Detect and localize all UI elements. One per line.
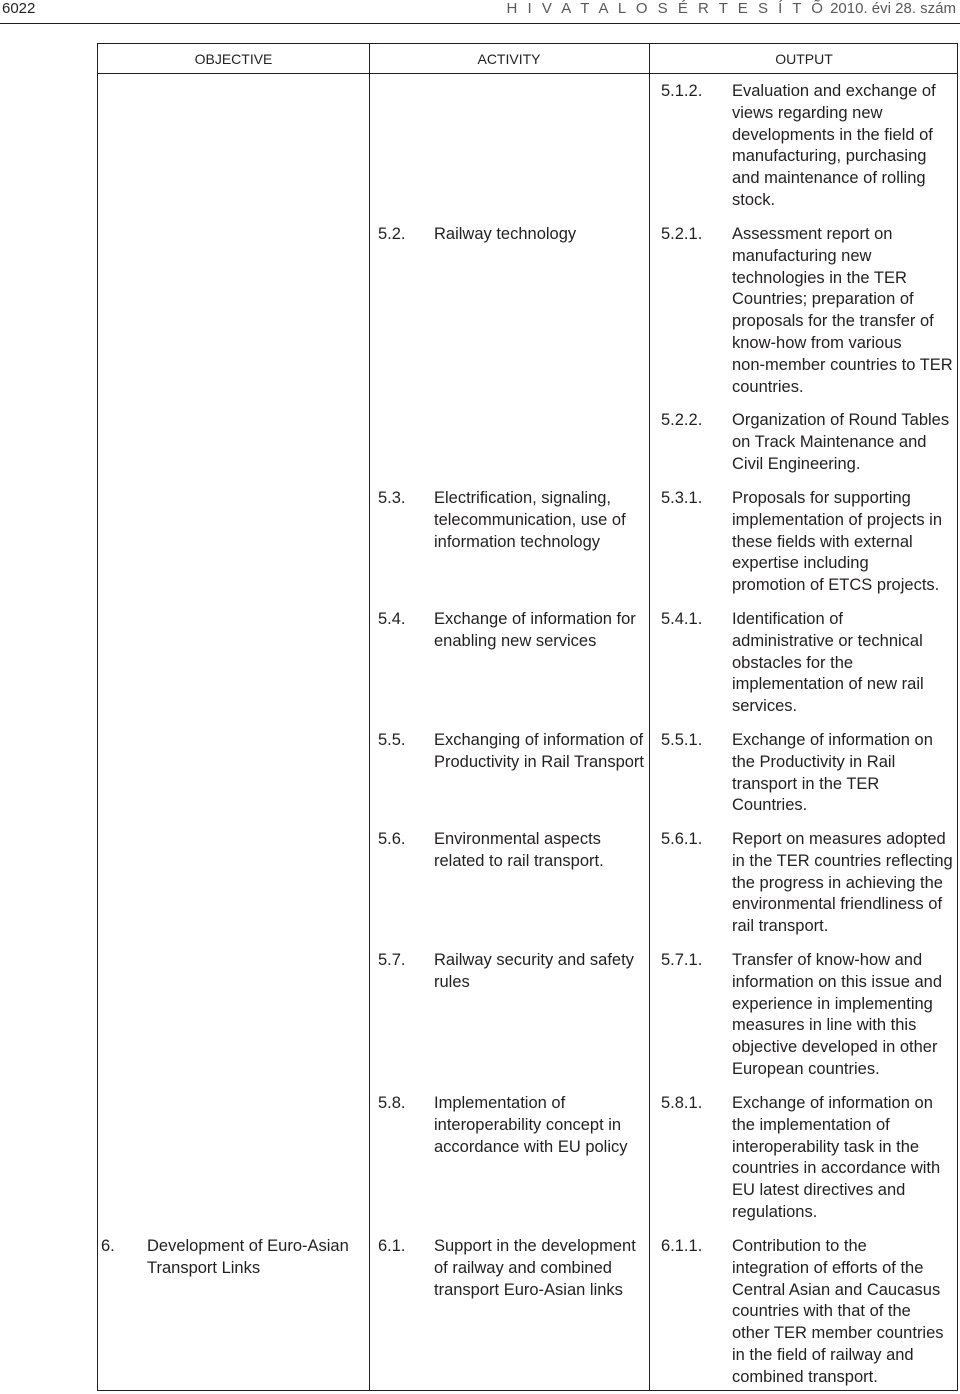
output-text-line: obstacles for the (732, 653, 854, 672)
objective-number: 6. (101, 1237, 115, 1255)
output-text-line: environmental friendliness of (732, 895, 943, 914)
activity-text-line: Exchange of information for (434, 610, 636, 628)
output-text-line: measures in line with this (732, 1016, 917, 1035)
activity-number: 5.8. (378, 1094, 406, 1112)
activity-number: 5.2. (378, 225, 406, 243)
journal-name: H I V A T A L O S É R T E S Í T Õ (506, 0, 826, 17)
output-text-line: technologies in the TER (732, 268, 907, 287)
activity-text-line: Railway technology (434, 225, 577, 243)
output-text-line: in the field of railway and (732, 1346, 914, 1364)
output-text-line: countries in accordance with (732, 1159, 941, 1178)
output-text-line: promotion of ETCS projects. (732, 576, 940, 595)
output-number: 5.5.1. (661, 731, 703, 749)
output-text-line: administrative or technical (732, 631, 923, 650)
objective-text-line: Development of Euro-Asian (147, 1237, 349, 1255)
activity-number: 5.7. (378, 951, 406, 969)
output-text-line: Evaluation and exchange of (732, 82, 936, 100)
activity-number: 6.1. (378, 1237, 406, 1255)
output-text-line: regulations. (732, 1203, 818, 1221)
activity-text-line: accordance with EU policy (434, 1137, 628, 1156)
activity-text-line: of railway and combined (434, 1258, 612, 1277)
output-text-line: Identification of (732, 610, 843, 628)
output-number: 5.8.1. (661, 1094, 703, 1112)
output-text-line: Organization of Round Tables (732, 411, 950, 429)
column-divider (369, 44, 370, 1390)
output-text-line: proposals for the transfer of (732, 312, 934, 331)
activity-number: 5.5. (378, 731, 406, 749)
activity-text-line: Productivity in Rail Transport (434, 752, 644, 771)
output-text-line: Transfer of know-how and (732, 951, 923, 969)
activity-text-line: related to rail transport. (434, 851, 604, 870)
output-text-line: other TER member countries (732, 1324, 944, 1343)
column-header-objective: OBJECTIVE (194, 51, 273, 67)
output-text-line: information on this issue and (732, 972, 943, 991)
output-text-line: implementation of projects in (732, 510, 943, 529)
output-text-line: objective developed in other (732, 1038, 938, 1057)
output-number: 6.1.1. (661, 1237, 703, 1255)
output-text-line: developments in the field of (732, 125, 933, 144)
output-text-line: in the TER countries reflecting (732, 851, 953, 870)
output-text-line: Countries. (732, 796, 808, 815)
output-text-line: EU latest directives and (732, 1181, 906, 1200)
output-text-line: views regarding new (732, 103, 883, 122)
output-text-line: Central Asian and Caucasus (732, 1280, 941, 1299)
activity-text-line: Implementation of (434, 1094, 566, 1112)
activity-text-line: Support in the development (434, 1237, 636, 1255)
output-text-line: these fields with external (732, 532, 913, 551)
output-number: 5.6.1. (661, 830, 703, 848)
output-text-line: the implementation of (732, 1115, 890, 1134)
output-text-line: expertise including (732, 554, 869, 573)
output-number: 5.2.1. (661, 225, 703, 243)
header-rule (0, 23, 960, 24)
output-text-line: transport in the TER (732, 774, 880, 793)
page-header (0, 0, 960, 24)
header-row-rule (98, 73, 957, 74)
output-text-line: interoperability task in the (732, 1137, 920, 1156)
output-text-line: Countries; preparation of (732, 290, 914, 309)
output-text-line: and maintenance of rolling (732, 169, 926, 188)
activity-text-line: Exchanging of information of (434, 731, 644, 749)
objectives-table (97, 43, 958, 1391)
output-text-line: the progress in achieving the (732, 873, 943, 892)
activity-text-line: interoperability concept in (434, 1115, 622, 1134)
output-number: 5.2.2. (661, 411, 703, 429)
output-text-line: services. (732, 697, 798, 716)
output-number: 5.4.1. (661, 610, 703, 628)
output-number: 5.1.2. (661, 82, 703, 100)
page-number: 6022 (2, 0, 36, 17)
column-header-activity: ACTIVITY (477, 51, 541, 67)
output-text-line: countries with that of the (732, 1302, 911, 1321)
objective-text-line: Transport Links (147, 1258, 261, 1277)
activity-text-line: rules (434, 972, 470, 991)
activity-text-line: information technology (434, 532, 601, 551)
column-divider (649, 44, 650, 1390)
output-text-line: Exchange of information on (732, 1094, 933, 1112)
activity-text-line: transport Euro-Asian links (434, 1280, 623, 1299)
output-text-line: stock. (732, 191, 776, 209)
output-text-line: Exchange of information on (732, 731, 933, 749)
activity-text-line: Railway security and safety (434, 951, 634, 969)
activity-text-line: Environmental aspects (434, 830, 601, 848)
output-text-line: European countries. (732, 1060, 880, 1078)
output-text-line: non-member countries to TER (732, 355, 953, 374)
activity-number: 5.3. (378, 489, 406, 507)
output-text-line: the Productivity in Rail (732, 752, 896, 771)
activity-number: 5.6. (378, 830, 406, 848)
output-text-line: Civil Engineering. (732, 454, 861, 473)
output-text-line: Assessment report on (732, 225, 893, 243)
output-text-line: countries. (732, 377, 804, 396)
output-text-line: Contribution to the (732, 1237, 867, 1255)
output-text-line: rail transport. (732, 917, 829, 936)
output-text-line: integration of efforts of the (732, 1258, 924, 1277)
output-text-line: Proposals for supporting (732, 489, 911, 507)
output-number: 5.7.1. (661, 951, 703, 969)
activity-text-line: enabling new services (434, 631, 597, 650)
activity-text-line: telecommunication, use of (434, 510, 626, 529)
output-text-line: Report on measures adopted (732, 830, 946, 848)
output-text-line: implementation of new rail (732, 675, 924, 694)
activity-number: 5.4. (378, 610, 406, 628)
issue-label: 2010. évi 28. szám (830, 0, 956, 17)
output-text-line: manufacturing new (732, 246, 872, 265)
output-text-line: manufacturing, purchasing (732, 147, 927, 166)
output-text-line: combined transport. (732, 1367, 878, 1386)
output-text-line: experience in implementing (732, 994, 933, 1013)
output-number: 5.3.1. (661, 489, 703, 507)
output-text-line: on Track Maintenance and (732, 432, 927, 451)
output-text-line: know-how from various (732, 334, 902, 352)
column-header-output: OUTPUT (775, 51, 833, 67)
journal-title (507, 0, 956, 17)
activity-text-line: Electrification, signaling, (434, 489, 612, 507)
